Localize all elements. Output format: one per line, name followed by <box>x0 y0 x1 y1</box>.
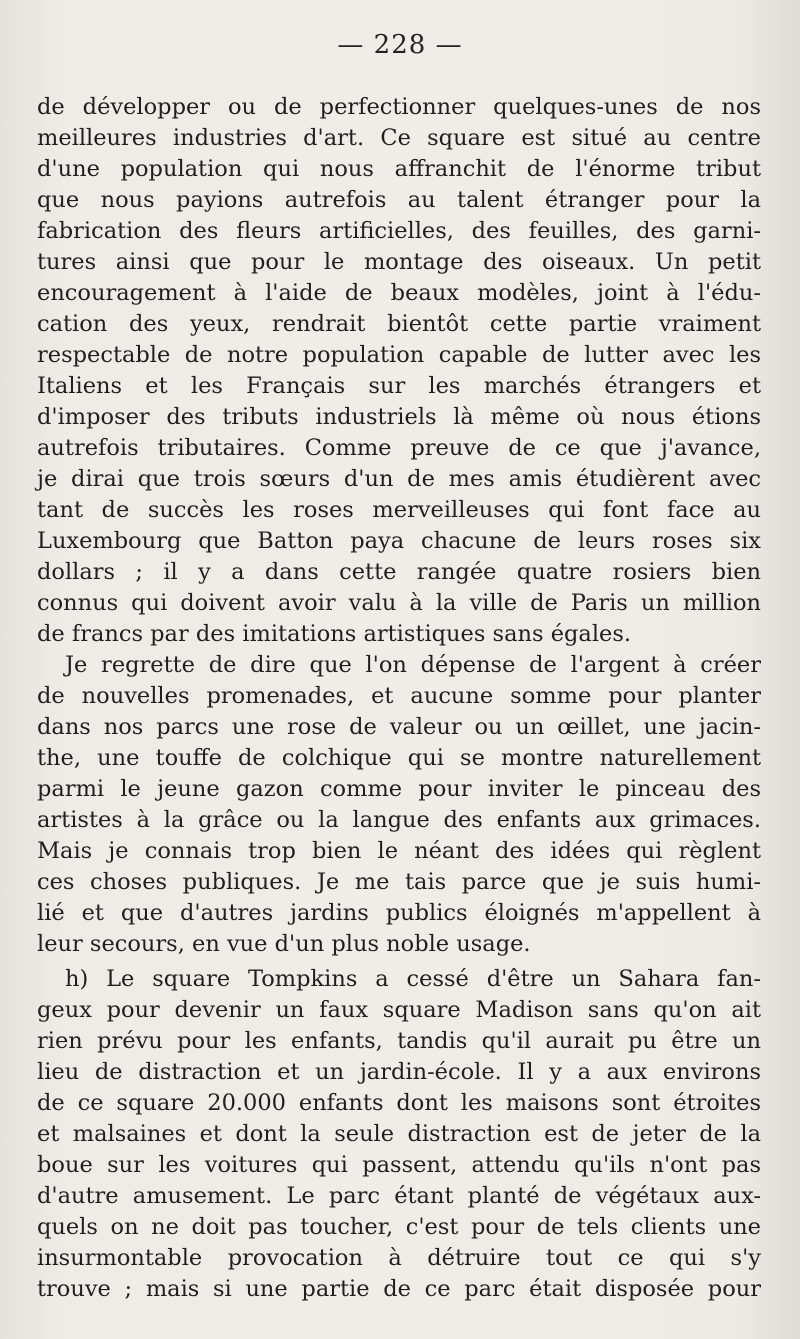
text-line: autrefois tributaires. Comme preuve de ce que j'avance, <box>37 435 761 461</box>
text-line: d'une population qui nous affranchit de l'énorme tribut <box>37 156 761 182</box>
text-line: quels on ne doit pas toucher, c'est pour de tels clients une <box>37 1214 761 1240</box>
text-line: the, une touffe de colchique qui se montre naturellement <box>37 745 761 771</box>
text-line: insurmontable provocation à détruire tout ce qui s'y <box>37 1245 761 1271</box>
text-line: d'imposer des tributs industriels là même où nous étions <box>37 404 761 430</box>
paragraph <box>37 650 761 960</box>
text-line: de développer ou de perfectionner quelques-unes de nos <box>37 94 761 120</box>
text-line: ces choses publiques. Je me tais parce que je suis humi- <box>37 869 761 895</box>
text-line: lié et que d'autres jardins publics éloignés m'appellent à <box>37 900 761 926</box>
text-line: encouragement à l'aide de beaux modèles, joint à l'édu- <box>37 280 761 306</box>
text-line: boue sur les voitures qui passent, attendu qu'ils n'ont pas <box>37 1152 761 1178</box>
text-block-lower <box>37 964 761 1305</box>
text-line: d'autre amusement. Le parc étant planté de végétaux aux- <box>37 1183 761 1209</box>
text-line: Je regrette de dire que l'on dépense de l'argent à créer <box>65 652 761 678</box>
text-line: geux pour devenir un faux square Madison sans qu'on ait <box>37 997 761 1023</box>
text-line: Italiens et les Français sur les marchés étrangers et <box>37 373 761 399</box>
text-line: et malsaines et dont la seule distraction est de jeter de la <box>37 1121 761 1147</box>
text-line: meilleures industries d'art. Ce square est situé au centre <box>37 125 761 151</box>
text-line: je dirai que trois sœurs d'un de mes amis étudièrent avec <box>37 466 761 492</box>
text-line: lieu de distraction et un jardin-école. Il y a aux environs <box>37 1059 761 1085</box>
text-line: connus qui doivent avoir valu à la ville de Paris un million <box>37 590 761 616</box>
text-line: dans nos parcs une rose de valeur ou un œillet, une jacin- <box>37 714 761 740</box>
paragraph <box>37 964 761 1305</box>
text-line: de nouvelles promenades, et aucune somme pour planter <box>37 683 761 709</box>
text-line: respectable de notre population capable de lutter avec les <box>37 342 761 368</box>
text-line: dollars ; il y a dans cette rangée quatre rosiers bien <box>37 559 761 585</box>
text-line: Mais je connais trop bien le néant des idées qui règlent <box>37 838 761 864</box>
text-line: leur secours, en vue d'un plus noble usage. <box>37 931 531 957</box>
text-line: trouve ; mais si une partie de ce parc était disposée pour <box>37 1276 761 1302</box>
text-line: Luxembourg que Batton paya chacune de leurs roses six <box>37 528 761 554</box>
text-line: de ce square 20.000 enfants dont les maisons sont étroites <box>37 1090 761 1116</box>
text-line: artistes à la grâce ou la langue des enfants aux grimaces. <box>37 807 761 833</box>
text-line: que nous payions autrefois au talent étranger pour la <box>37 187 761 213</box>
text-block-upper <box>37 92 761 960</box>
page-number: — 228 — <box>337 30 463 60</box>
text-line: fabrication des fleurs artificielles, des feuilles, des garni- <box>37 218 761 244</box>
text-line: de francs par des imitations artistiques sans égales. <box>37 621 632 647</box>
text-line: h) Le square Tompkins a cessé d'être un Sahara fan- <box>65 966 761 992</box>
text-line: tures ainsi que pour le montage des oiseaux. Un petit <box>37 249 761 275</box>
text-line: rien prévu pour les enfants, tandis qu'il aurait pu être un <box>37 1028 761 1054</box>
text-line: tant de succès les roses merveilleuses qui font face au <box>37 497 761 523</box>
paragraph <box>37 92 761 650</box>
text-line: parmi le jeune gazon comme pour inviter le pinceau des <box>37 776 761 802</box>
text-line: cation des yeux, rendrait bientôt cette partie vraiment <box>37 311 761 337</box>
